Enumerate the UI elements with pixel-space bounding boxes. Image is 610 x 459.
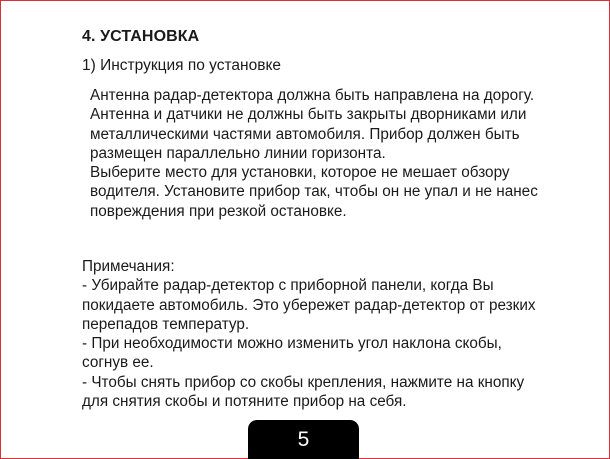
notes-title: Примечания:	[82, 258, 175, 275]
note-item: - При необходимости можно изменить угол наклона скобы, согнув ее.	[82, 335, 502, 372]
notes-block	[82, 257, 552, 411]
section-title: 4. УСТАНОВКА	[82, 28, 200, 45]
note-item: - Чтобы снять прибор со скобы крепления, нажмите на кнопку для снятия скобы и потяните прибор на себя.	[82, 373, 525, 411]
installation-instructions	[90, 86, 540, 221]
subsection-title: 1) Инструкция по установке	[82, 57, 282, 74]
page-number: 5	[297, 428, 310, 451]
instruction-paragraph: Антенна радар-детектора должна быть направлена на дорогу. Антенна и датчики не должны быть закрыты дворниками или металлическими частями автомобиля. Прибор должен быть размещен параллельно линии горизонта.	[90, 87, 535, 162]
instruction-paragraph: Выберите место для установки, которое не мешает обзору водителя. Установите прибор так, чтобы он не упал и не нанес повреждения при резкой остановке.	[90, 164, 538, 220]
page-number-tab	[248, 420, 359, 459]
note-item: - Убирайте радар-детектор с приборной панели, когда Вы покидаете автомобиль. Это убережет радар-детектор от резких перепадов температур.	[82, 277, 536, 333]
